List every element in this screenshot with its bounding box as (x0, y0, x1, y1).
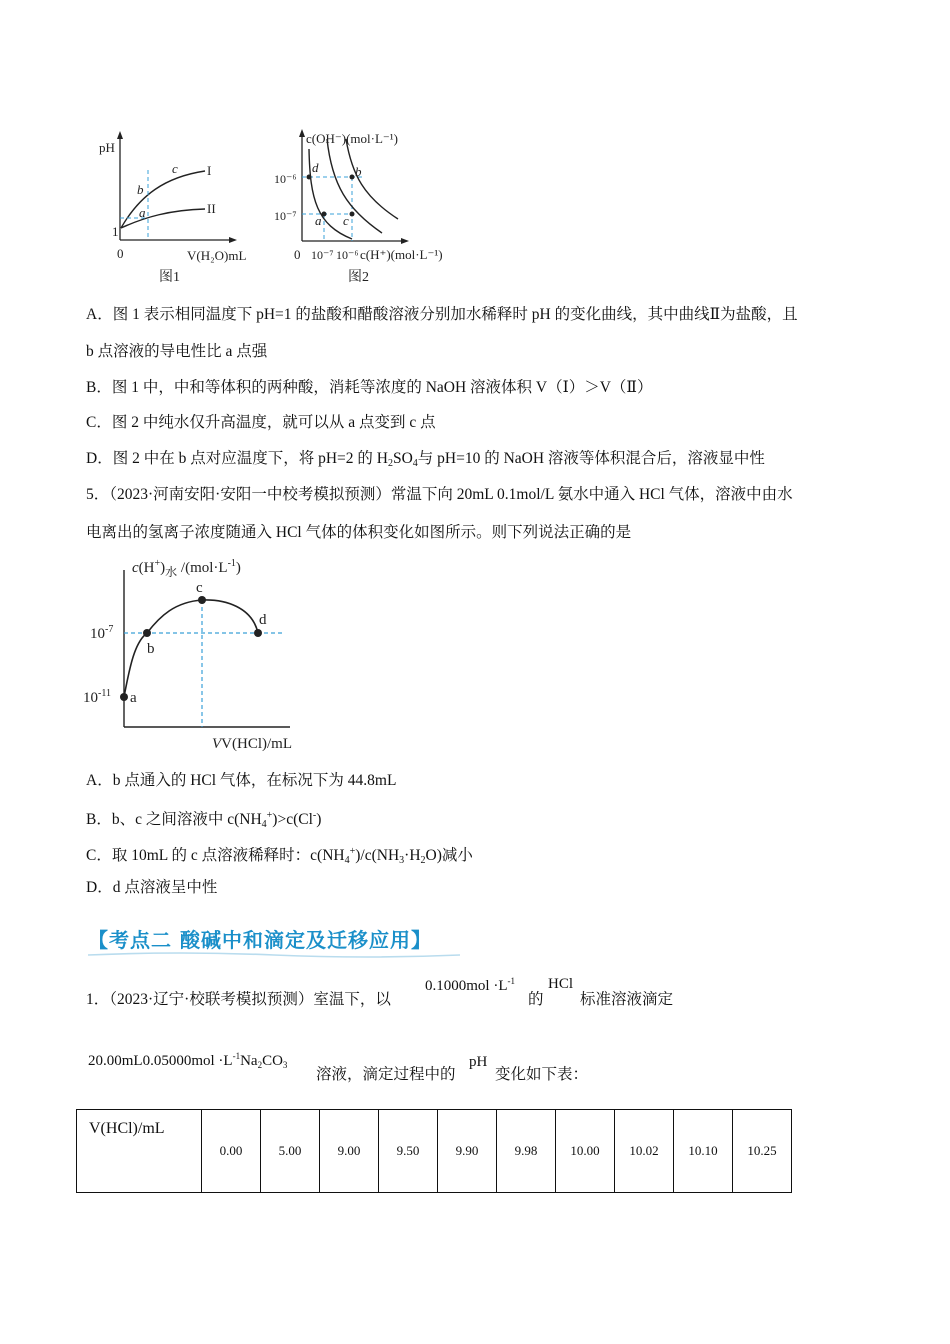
fig2-xtick-1e-7: 10⁻⁷ (311, 248, 334, 262)
table-cell: 9.00 (320, 1110, 379, 1193)
q1-de: 的 (528, 991, 544, 1008)
section-heading: 【考点二 酸碱中和滴定及迁移应用】 (88, 928, 432, 952)
fig2-x-arrow (401, 238, 409, 244)
q1-stem-line2-post: 变化如下表： (495, 1066, 589, 1083)
table-cell: 9.98 (497, 1110, 556, 1193)
figure-1 (95, 125, 270, 290)
q5-option-b: B．b、c 之间溶液中 $c(NH_4^+)>c(Cl^-)$ (86, 810, 322, 830)
table-cell: 9.50 (379, 1110, 438, 1193)
table-cell: 9.90 (438, 1110, 497, 1193)
fig1-x-arrow (229, 237, 237, 243)
fig2-dot-d (307, 175, 312, 180)
q4-option-a-line1: A．图 1 表示相同温度下 pH=1 的盐酸和醋酸溶液分别加水稀释时 pH 的变化曲线，其中曲线Ⅱ为盐酸，且 (86, 306, 798, 323)
q4-option-b: B．图 1 中，中和等体积的两种酸，消耗等浓度的 NaOH 溶液体积 V（Ⅰ）＞V（Ⅱ） (86, 379, 653, 396)
figure-3 (80, 550, 320, 760)
table-cell: 10.00 (556, 1110, 615, 1193)
fig1-point-b: b (137, 182, 144, 197)
q5-option-d: D．d 点溶液呈中性 (86, 879, 218, 896)
q1-hcl: HCl (548, 976, 574, 992)
q4-option-a-line2: b 点溶液的导电性比 a 点强 (86, 343, 268, 360)
fig1-point-c: c (172, 161, 178, 176)
table-header-cell: V(HCl)/mL (77, 1110, 202, 1193)
fig3-dot-d (254, 629, 262, 637)
fig1-curve-I-label: I (207, 163, 212, 178)
fig3-dot-c (198, 596, 206, 604)
fig2-point-c: c (343, 213, 349, 228)
fig1-origin: 0 (117, 246, 124, 261)
fig3-xlabel: VV(HCl)/mL (212, 736, 292, 752)
q1-stem-line1-pre: 1．（2023·辽宁·校联考模拟预测）室温下，以 (86, 991, 391, 1008)
fig3-dot-a (120, 693, 128, 701)
q5-option-c: C．取 10mL 的 c 点溶液稀释时：$c(NH_4^+)/c(NH_3\cdot H_2O)$减小 (86, 846, 473, 866)
fig1-curve-II-label: II (207, 201, 216, 216)
figure-2 (272, 125, 472, 290)
fig2-y-arrow (299, 129, 305, 137)
fig2-caption: 图2 (348, 270, 369, 285)
fig3-tick-1e-11: $10^{-11}$ (83, 688, 111, 706)
fig2-ytick-1e-6: 10⁻⁶ (274, 172, 297, 186)
fig2-curve-2 (327, 139, 382, 233)
fig2-curve-3 (346, 139, 398, 219)
table-row (77, 1110, 792, 1193)
fig2-point-b: b (355, 164, 362, 179)
fig2-xlabel: c(H⁺)(mol·L⁻¹) (360, 247, 443, 262)
fig2-point-d: d (312, 160, 319, 175)
q1-ph: pH (469, 1054, 488, 1070)
fig2-ylabel: c(OH⁻)(mol·L⁻¹) (306, 131, 398, 146)
titration-table (76, 1109, 792, 1193)
fig1-xlabel: V(H₂O)mL (187, 248, 247, 263)
q4-option-d: D．图 2 中在 b 点对应温度下，将 pH=2 的 $H_2SO_4$与 pH=10 的 NaOH 溶液等体积混合后，溶液显中性 (86, 450, 765, 469)
fig3-point-c: c (196, 580, 203, 596)
fig1-caption: 图1 (159, 270, 180, 285)
fig1-ytick: 1 (112, 224, 119, 239)
q1-concentration: $0.1000mol \cdot L^{-1}$ (425, 976, 515, 994)
fig3-point-d: d (259, 612, 267, 628)
fig3-dot-b (143, 629, 151, 637)
q5-stem-line2: 电离出的氢离子浓度随通入 HCl 气体的体积变化如图所示。则下列说法正确的是 (86, 524, 632, 541)
fig2-xtick-1e-6: 10⁻⁶ (336, 248, 359, 262)
fig3-point-a: a (130, 690, 137, 706)
q1-stem-line2-mid: 溶液，滴定过程中的 (316, 1066, 456, 1083)
fig2-dot-b (350, 175, 355, 180)
table-cell: 10.02 (615, 1110, 674, 1193)
q1-titrand: $20.00mL0.05000mol \cdot L^{-1}Na_2CO_3$ (88, 1051, 288, 1070)
heading-underline (88, 951, 460, 959)
fig2-dot-c (350, 212, 355, 217)
table-cell: 0.00 (202, 1110, 261, 1193)
table-cell: 10.10 (674, 1110, 733, 1193)
q1-stem-line1-post: 标准溶液滴定 (580, 991, 674, 1008)
fig2-dot-a (322, 212, 327, 217)
q5-stem-line1: 5．（2023·河南安阳·安阳一中校考模拟预测）常温下向 20mL 0.1mol/L 氨水中通入 HCl 气体，溶液中由水 (86, 486, 793, 503)
fig3-point-b: b (147, 641, 155, 657)
table-cell: 5.00 (261, 1110, 320, 1193)
fig2-origin: 0 (294, 247, 301, 262)
q4-option-c: C．图 2 中纯水仅升高温度，就可以从 a 点变到 c 点 (86, 414, 436, 431)
fig3-tick-1e-7: $10^{-7}$ (90, 624, 114, 642)
q5-option-a: A．b 点通入的 HCl 气体，在标况下为 44.8mL (86, 772, 397, 789)
fig3-ylabel: $c(H^+)_水$ $/(mol\cdot L^{-1})$ (132, 558, 241, 579)
table-cell: 10.25 (733, 1110, 792, 1193)
fig1-curve-II (121, 209, 205, 228)
fig1-ylabel: pH (99, 140, 115, 155)
fig1-point-a: a (139, 205, 146, 220)
fig2-ytick-1e-7: 10⁻⁷ (274, 209, 297, 223)
fig2-point-a: a (315, 213, 322, 228)
fig1-y-arrow (117, 131, 123, 139)
fig1-curve-I (121, 171, 205, 228)
fig3-curve (124, 600, 258, 697)
